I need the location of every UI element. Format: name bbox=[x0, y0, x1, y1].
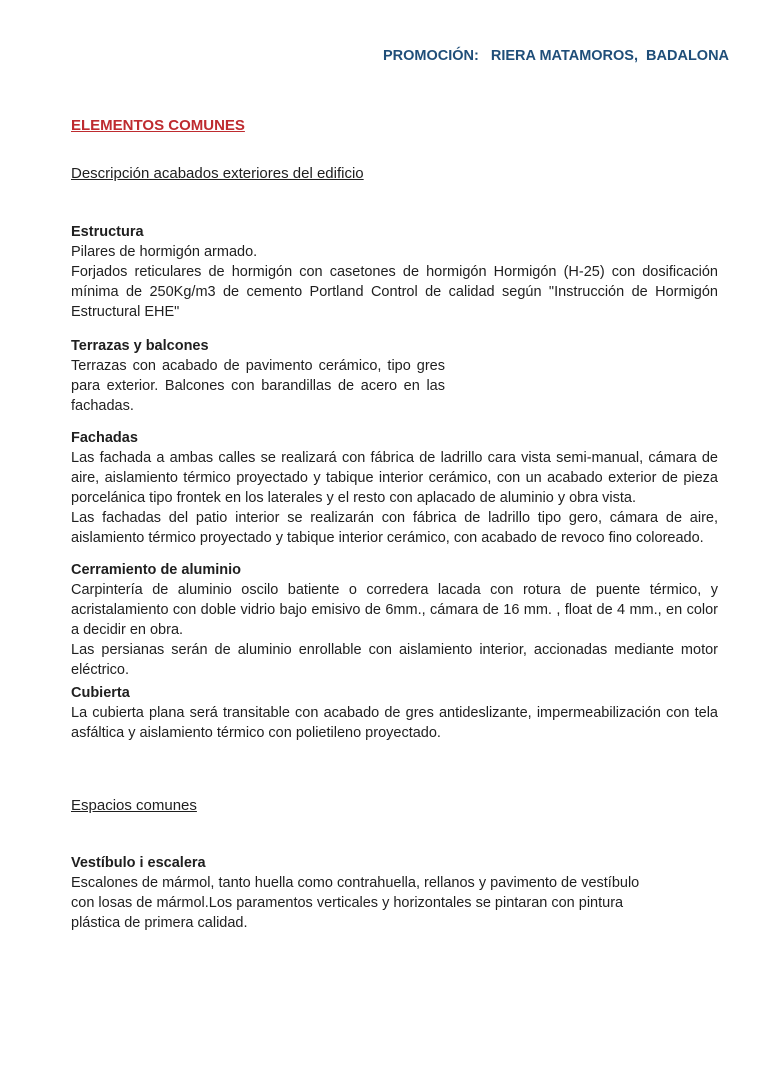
section-paragraph: Forjados reticulares de hormigón con casetones de hormigón Hormigón (H-25) con dosificación mínima de 250Kg/m3 de cemento Portland Control de calidad según "Instrucción de Hormigón Estructural EHE" bbox=[71, 264, 718, 320]
section-paragraph: Pilares de hormigón armado. bbox=[71, 244, 258, 260]
section-heading: Estructura bbox=[71, 224, 144, 240]
section-cerramiento bbox=[71, 560, 718, 680]
promotion-value: RIERA MATAMOROS, BADALONA bbox=[490, 48, 730, 64]
section-paragraph: Las persianas serán de aluminio enrollable con aislamiento interior, accionadas mediante motor eléctrico. bbox=[71, 642, 718, 678]
section-heading: Fachadas bbox=[71, 430, 138, 446]
section-heading: Cubierta bbox=[71, 685, 130, 701]
section-vestibulo bbox=[71, 853, 718, 933]
section-paragraph: La cubierta plana será transitable con acabado de gres antideslizante, impermeabilización con tela asfáltica y aislamiento térmico con polietileno proyectado. bbox=[71, 705, 718, 741]
document-title: ELEMENTOS COMUNES bbox=[71, 117, 245, 134]
section-paragraph: Las fachada a ambas calles se realizará con fábrica de ladrillo cara vista semi-manual, cámara de aire, aislamiento térmico proyectado y tabique interior cerámico, con un acabado exterior de pieza porcelánica tipo frontek en los laterales y el resto con aplacado de aluminio y obra vista. bbox=[71, 450, 718, 506]
section-heading: Vestíbulo i escalera bbox=[71, 855, 206, 871]
subsection-title-espacios-comunes: Espacios comunes bbox=[71, 797, 197, 814]
section-cubierta bbox=[71, 683, 718, 743]
section-paragraph: Escalones de mármol, tanto huella como contrahuella, rellanos y pavimento de vestíbulo con losas de mármol.Los paramentos verticales y horizontales se pintaran con pintura plástica de primera calidad. bbox=[71, 875, 640, 931]
section-fachadas bbox=[71, 428, 718, 548]
promotion-label: PROMOCIÓN: bbox=[383, 48, 479, 64]
section-heading: Terrazas y balcones bbox=[71, 338, 209, 354]
section-estructura bbox=[71, 222, 718, 322]
section-paragraph: Terrazas con acabado de pavimento cerámico, tipo gres para exterior. Balcones con barandillas de acero en las fachadas. bbox=[71, 358, 445, 414]
section-terrazas bbox=[71, 336, 718, 416]
section-paragraph: Las fachadas del patio interior se realizarán con fábrica de ladrillo tipo gero, cámara de aire, aislamiento térmico proyectado y tabique interior cerámico, con acabado de revoco fino coloreado. bbox=[71, 510, 718, 546]
section-heading: Cerramiento de aluminio bbox=[71, 562, 242, 578]
section-paragraph: Carpintería de aluminio oscilo batiente o corredera lacada con rotura de puente térmico, y acristalamiento con doble vidrio bajo emisivo de 6mm., cámara de 16 mm. , float de 4 mm., en color a decidir en obra. bbox=[71, 582, 718, 638]
promotion-header bbox=[71, 46, 730, 66]
document-subtitle: Descripción acabados exteriores del edificio bbox=[71, 165, 364, 182]
